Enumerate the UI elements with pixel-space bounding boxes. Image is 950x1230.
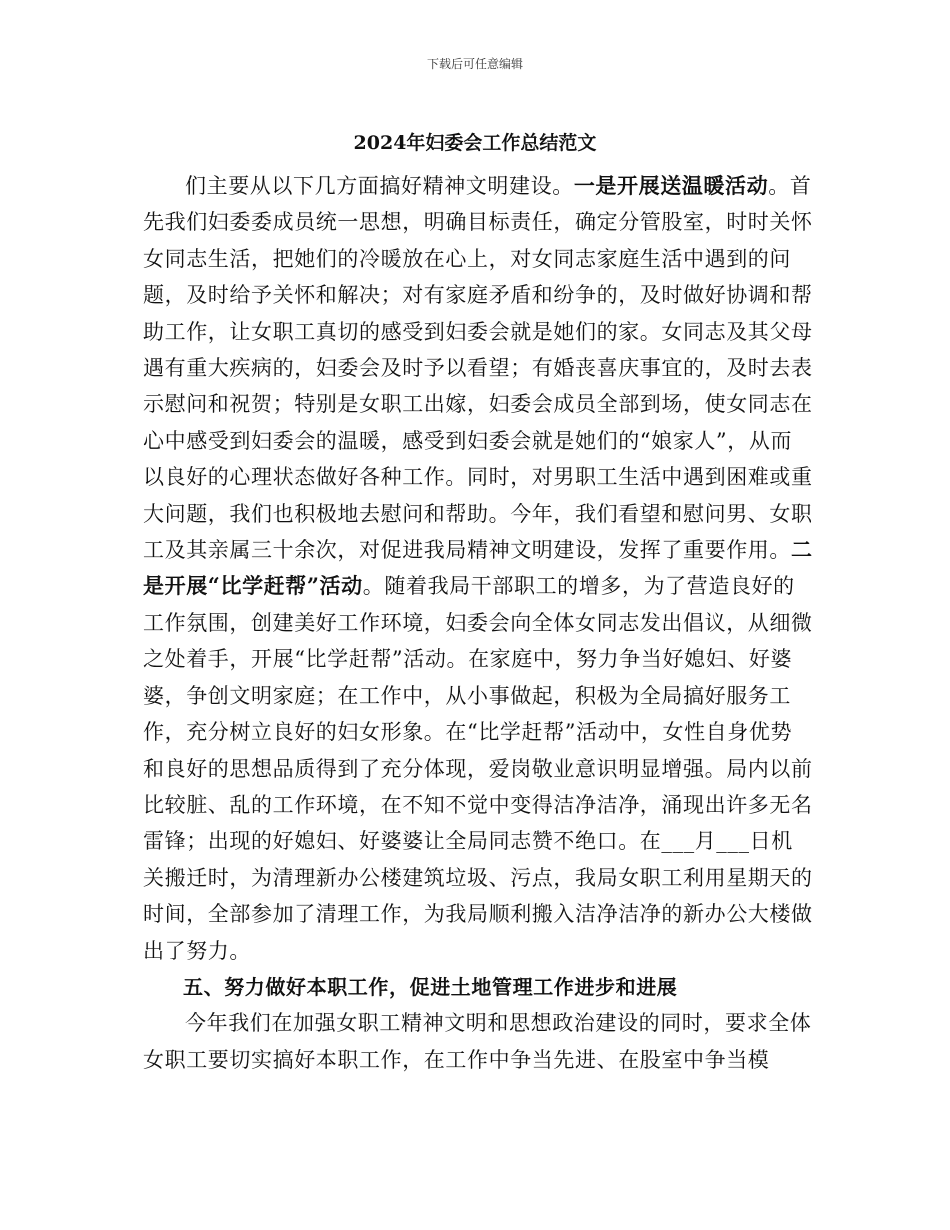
paragraph-spirit-civilization <box>143 168 813 969</box>
bold-activity-warmth: 一是开展送温暖活动 <box>573 173 769 198</box>
paragraph-duty-work: 今年我们在加强女职工精神文明和思想政治建设的同时，要求全体女职工要切实搞好本职工作，在工作中争当先进、在股室中争当模 <box>143 1011 812 1072</box>
header-note: 下载后可任意编辑 <box>426 57 523 71</box>
document-body <box>143 168 813 1078</box>
bold-activity-compare-learn: 二是开展“比学赶帮”活动 <box>143 537 813 599</box>
paragraph-text: 。首先我们妇委委成员统一思想，明确目标责任，确定分管股室，时时关怀女同志生活，把她们的冷暖放在心上，对女同志家庭生活中遇到的问题，及时给予关怀和解决；对有家庭矛盾和纷争的，及时做好协调和帮助工作，让女职工真切的感受到妇委会就是她们的家。女同志及其父母遇有重大疾病的，妇委会及时予以看望；有婚丧喜庆事宜的，及时去表示慰问和祝贺；特别是女职工出嫁，妇委会成员全部到场，使女同志在心中感受到妇委会的温暖，感受到妇委会就是她们的“娘家人”，从而以良好的心理状态做好各种工作。同时，对男职工生活中遇到困难或重大问题，我们也积极地去慰问和帮助。今年，我们看望和慰问男、女职工及其亲属三十余次，对促进我局精神文明建设，发挥了重要作用。 <box>143 174 813 563</box>
document-title: 2024年妇委会工作总结范文 <box>353 132 597 154</box>
paragraph-text: 们主要从以下几方面搞好精神文明建设。 <box>185 174 574 198</box>
section-heading: 五、努力做好本职工作，促进土地管理工作进步和进展 <box>183 974 678 999</box>
paragraph-text: 。随着我局干部职工的增多，为了营造良好的工作氛围，创建美好工作环境，妇委会向全体女同志发出倡议，从细微之处着手，开展“比学赶帮”活动。在家庭中，努力争当好媳妇、好婆婆，争创文明家庭；在工作中，从小事做起，积极为全局搞好服务工作，充分树立良好的妇女形象。在“比学赶帮”活动中，女性自身优势和良好的思想品质得到了充分体现，爱岗敬业意识明显增强。局内以前比较脏、乱的工作环境，在不知不觉中变得洁净洁净，涌现出许多无名雷锋；出现的好媳妇、好婆婆让全局同志赞不绝口。在___月___日机关搬迁时，为清理新办公楼建筑垃圾、污点，我局女职工利用星期天的时间，全部参加了清理工作，为我局顺利搬入洁净洁净的新办公大楼做出了努力。 <box>143 574 813 963</box>
